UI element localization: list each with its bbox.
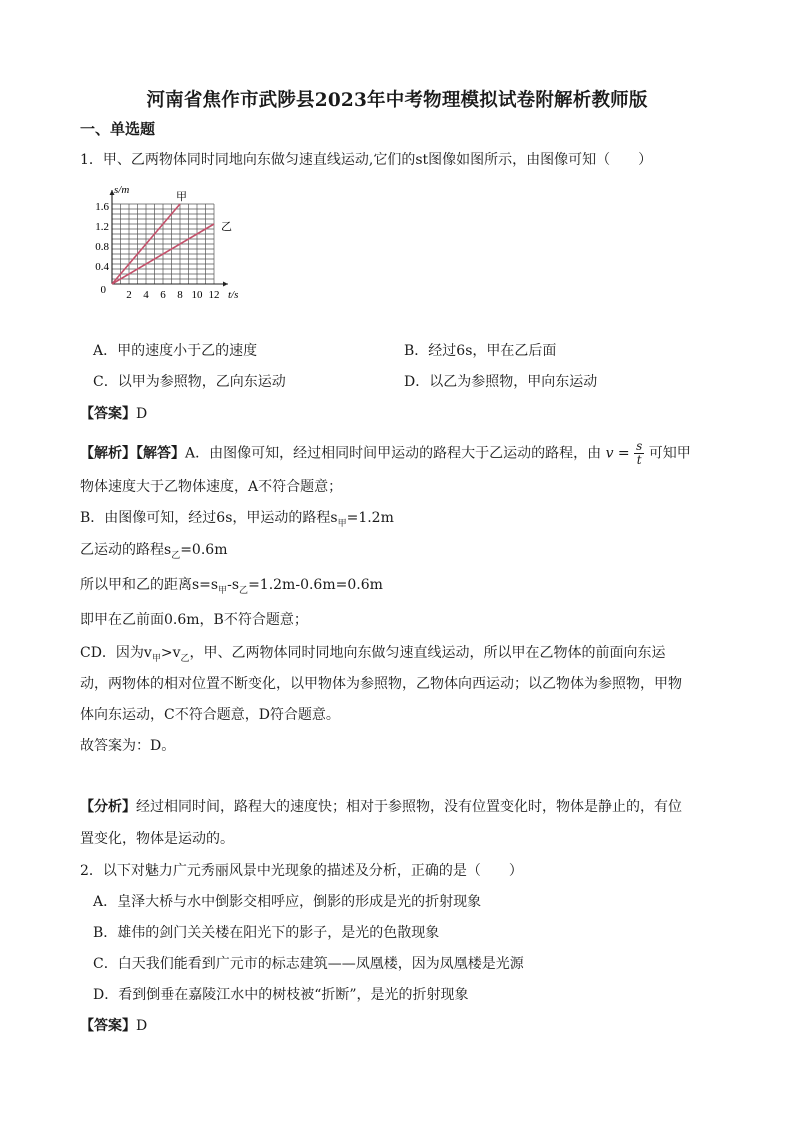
y-tick-label: 0.4 [95, 261, 109, 273]
analysis-text: A．由图像可知，经过相同时间甲运动的路程大于乙运动的路程，由 [185, 445, 602, 462]
formula-fraction [634, 440, 644, 467]
analysis-text: >v [160, 645, 181, 661]
subscript: 甲 [218, 586, 228, 596]
answer-tag: 【答案】 [80, 1018, 136, 1034]
x-tick-label: 4 [143, 289, 149, 301]
q1-answer [80, 404, 147, 424]
analysis-text: =0.6m [180, 542, 228, 558]
q1-summary-line1 [80, 797, 682, 817]
page-title: 河南省焦作市武陟县2023年中考物理模拟试卷附解析教师版 [146, 90, 648, 111]
y-tick-label: 1.6 [95, 201, 109, 213]
x-tick-label: 2 [126, 289, 132, 301]
q2-option-b: B．雄伟的剑门关关楼在阳光下的影子，是光的色散现象 [93, 925, 440, 941]
analysis-tag: 【解析】 [80, 445, 136, 462]
q2-option-d: D．看到倒垂在嘉陵江水中的树枝被“折断”，是光的折射现象 [93, 987, 469, 1003]
answer-tag: 【答案】 [80, 406, 136, 422]
formula-numerator: s [636, 439, 643, 453]
analysis-text: B．由图像可知，经过6s，甲运动的路程s [80, 510, 338, 526]
q2-option-a: A．皇泽大桥与水中倒影交相呼应，倒影的形成是光的折射现象 [93, 894, 482, 910]
section-heading: 一、单选题 [80, 120, 156, 138]
y-tick-label: 1.2 [95, 221, 109, 233]
formula-denominator: t [636, 453, 642, 467]
q1-option-a: A．甲的速度小于乙的速度 [93, 343, 258, 359]
analysis-text: 所以甲和乙的距离s=s [80, 577, 219, 593]
summary-text: 经过相同时间，路程大的速度快；相对于参照物，没有位置变化时，物体是静止的，有位 [136, 799, 682, 815]
q1-analysis-line4 [80, 540, 227, 562]
st-chart [88, 180, 258, 305]
q2-stem: 2．以下对魅力广元秀丽风景中光现象的描述及分析，正确的是（ ） [80, 863, 523, 879]
answer-value: D [136, 406, 148, 422]
subscript: 甲 [151, 654, 161, 664]
origin-label: 0 [100, 284, 106, 296]
x-axis-label: t/s [228, 289, 239, 301]
q1-analysis-line3 [80, 508, 394, 530]
analysis-text: =1.2m [346, 510, 394, 526]
formula-v: v = [605, 445, 630, 462]
subscript: 甲 [337, 519, 347, 529]
q1-analysis-line1 [80, 440, 691, 467]
q1-analysis-line7 [80, 643, 666, 665]
x-tick-label: 10 [191, 289, 203, 301]
analysis-text: 乙运动的路程s [80, 542, 172, 558]
q1-analysis-line2: 物体速度大于乙物体速度，A不符合题意； [80, 479, 343, 495]
series-label-jia: 甲 [176, 191, 187, 203]
q1-option-c: C．以甲为参照物，乙向东运动 [93, 374, 286, 390]
analysis-text: =1.2m-0.6m=0.6m [248, 577, 383, 593]
axis-arrows [110, 190, 229, 287]
q1-analysis-line9: 体向东运动，C不符合题意，D符合题意。 [80, 707, 340, 723]
q1-analysis-line6: 即甲在乙前面0.6m，B不符合题意； [80, 612, 308, 628]
analysis-text: ，甲、乙两物体同时同地向东做匀速直线运动，所以甲在乙物体的前面向东运 [189, 645, 666, 661]
y-tick-label: 0.8 [95, 241, 109, 253]
summary-tag: 【分析】 [80, 799, 136, 815]
q1-option-b: B．经过6s，甲在乙后面 [404, 343, 557, 359]
analysis-text: -s [227, 577, 240, 593]
analysis-text: 可知甲 [648, 445, 691, 462]
q1-analysis-line5 [80, 575, 383, 597]
y-axis-label: s/m [114, 184, 130, 196]
q2-option-c: C．白天我们能看到广元市的标志建筑——凤凰楼，因为凤凰楼是光源 [93, 956, 524, 972]
answer-value: D [136, 1018, 148, 1034]
q1-analysis-line8: 动，两物体的相对位置不断变化，以甲物体为参照物，乙物体向西运动；以乙物体为参照物，甲物 [80, 676, 682, 692]
q1-summary-line2: 置变化，物体是运动的。 [80, 831, 234, 847]
analysis-text: CD．因为v [80, 645, 152, 661]
chart-grid [110, 190, 229, 287]
subscript: 乙 [239, 586, 249, 596]
q2-answer [80, 1016, 147, 1036]
x-tick-label: 8 [177, 289, 183, 301]
subscript: 乙 [180, 654, 190, 664]
subscript: 乙 [171, 551, 181, 561]
x-tick-label: 12 [208, 289, 220, 301]
solution-tag: 【解答】 [136, 445, 185, 462]
q1-stem: 1．甲、乙两物体同时同地向东做匀速直线运动,它们的st图像如图所示，由图像可知（ ） [80, 152, 653, 168]
x-tick-label: 6 [160, 289, 166, 301]
q1-analysis-line10: 故答案为：D。 [80, 738, 176, 754]
series-label-yi: 乙 [221, 221, 232, 233]
q1-option-d: D．以乙为参照物，甲向东运动 [404, 374, 598, 390]
